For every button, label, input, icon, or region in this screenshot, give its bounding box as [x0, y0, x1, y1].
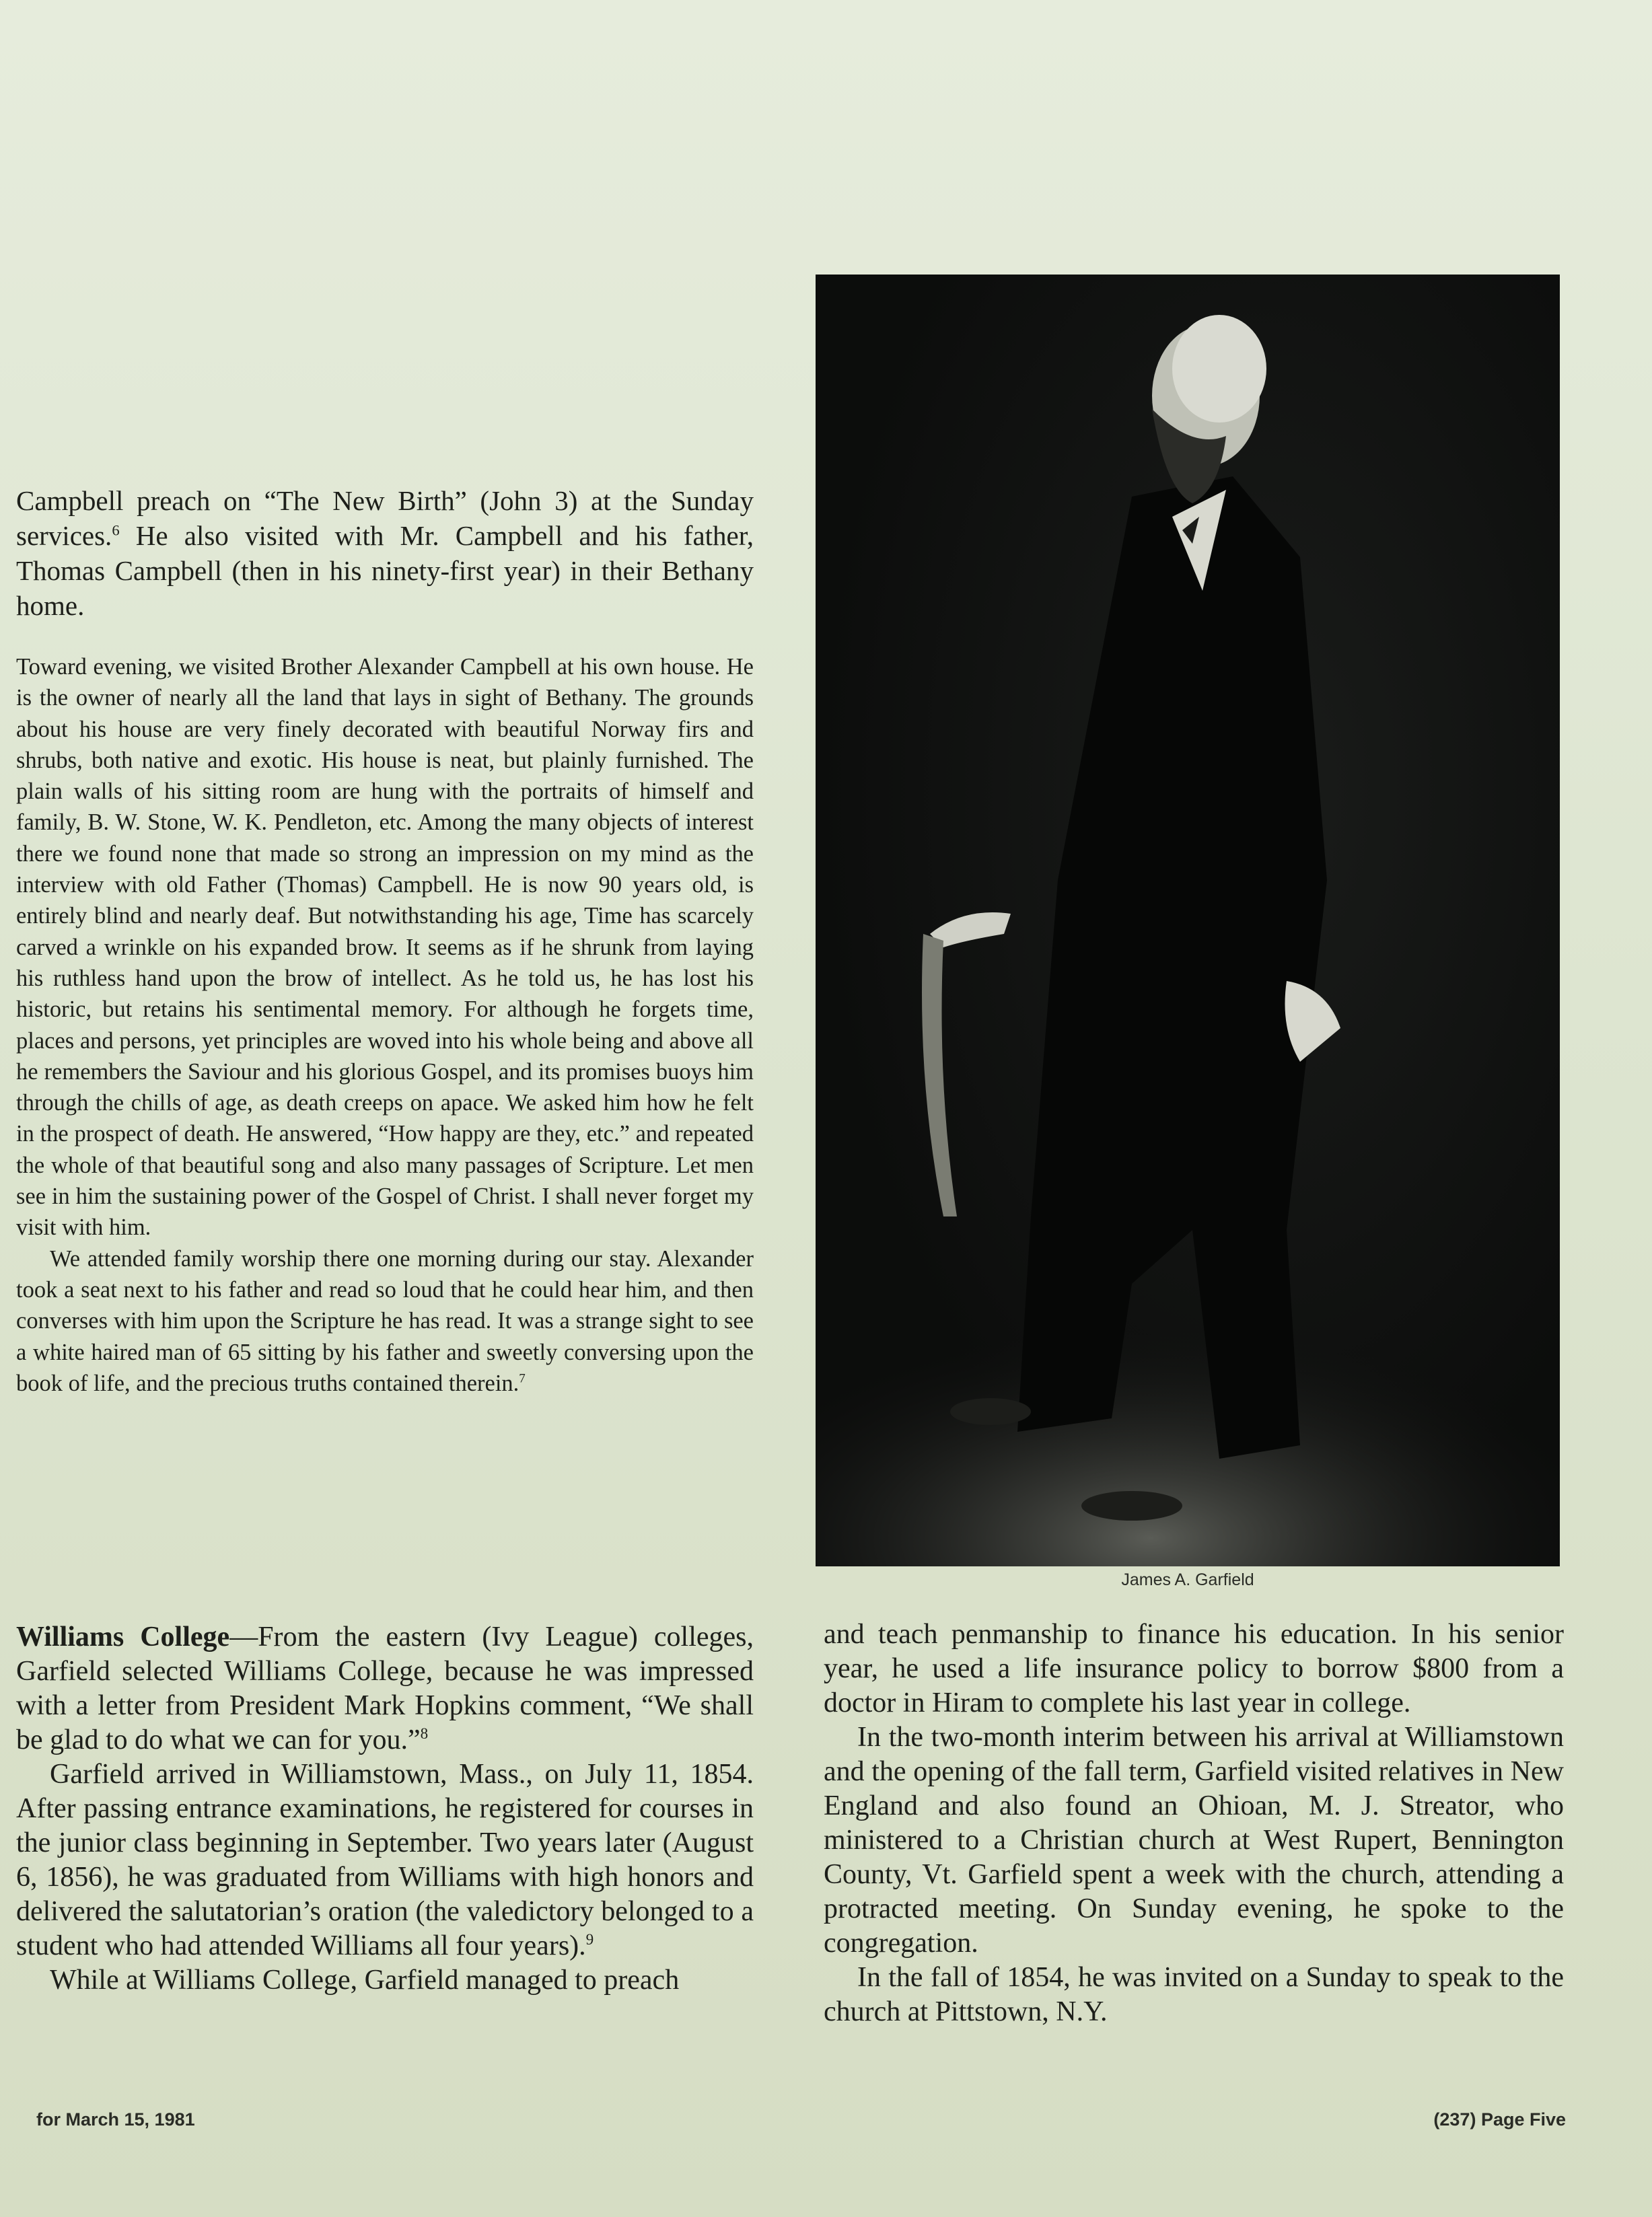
- williams-paragraph-3: While at Williams College, Garfield managed to preach: [50, 1965, 680, 1996]
- right-column: [824, 1618, 1564, 2029]
- right-paragraph-1: and teach penmanship to finance his education. In his senior year, he used a life insurance policy to borrow $800 from a doctor in Hiram to complete his last year in college.: [824, 1619, 1564, 1718]
- photo-caption: James A. Garfield: [1121, 1570, 1254, 1589]
- williams-paragraph-2: [16, 1757, 754, 1963]
- footnote-marker: 7: [519, 1371, 526, 1386]
- block-quote: [16, 651, 754, 1399]
- footer-page-number: (237) Page Five: [1433, 2109, 1566, 2130]
- right-paragraph-2: In the two-month interim between his arrival at Williamstown and the opening of the fall term, Garfield visited relatives in New England and also found an Ohioan, M. J. Streator, who ministered to a Christian church at West Rupert, Bennington County, Vt. Garfield spent a week with the church, attending a protracted meeting. On Sunday evening, he spoke to the congregation.: [824, 1722, 1564, 1959]
- quote-paragraph-2-text: We attended family worship there one morning during our stay. Alexander took a seat next to his father and read so loud that he could hear him, and then converses with him upon the Scripture he has read. It was a strange sight to see a white haired man of 65 sitting by his father and sweetly conversing upon the book of life, and the precious truths contained therein.: [16, 1245, 754, 1396]
- intro-text-rest: He also visited with Mr. Campbell and his father, Thomas Campbell (then in his ninety-first year) in their Bethany home.: [16, 520, 754, 621]
- footnote-marker: 8: [420, 1724, 429, 1742]
- williams-paragraph-1-text: —From the eastern (Ivy League) colleges, Garfield selected Williams College, because he was impressed with a letter from President Mark Hopkins comment, “We shall be glad to do what we can for you.”: [16, 1622, 754, 1755]
- footnote-marker: 6: [112, 521, 120, 539]
- section-heading: Williams College: [16, 1622, 230, 1652]
- quote-paragraph-1: Toward evening, we visited Brother Alexander Campbell at his own house. He is the owner of nearly all the land that lays in sight of Bethany. The grounds about his house are very finely decorated with beautiful Norway firs and shrubs, both native and exotic. His house is neat, but plainly furnished. The plain walls of his sitting room are hung with the portraits of himself and family, B. W. Stone, W. K. Pendleton, etc. Among the many objects of interest there we found none that made so strong an impression on my mind as the interview with old Father (Thomas) Campbell. He is now 90 years old, is entirely blind and nearly deaf. But notwithstanding his age, Time has scarcely carved a wrinkle on his expanded brow. It seems as if he shrunk from laying his ruthless hand upon the brow of intellect. As he told us, he has lost his historic, but retains his sentimental memory. For although he forgets time, places and persons, yet principles are woved into his whole being and above all he remembers the Saviour and his glorious Gospel, and its promises buoys him through the chills of age, as death creeps on apace. We asked him how he felt in the prospect of death. He answered, “How happy are they, etc.” and repeated the whole of that beautiful song and also many passages of Scripture. Let men see in him the sustaining power of the Gospel of Christ. I shall never forget my visit with him.: [16, 654, 754, 1241]
- williams-paragraph-1: [16, 1620, 754, 1757]
- quote-paragraph-2: [16, 1243, 754, 1399]
- intro-text: Campbell preach on “The New Birth” (John 3) at the Sunday services.: [16, 485, 754, 551]
- footer-date: for March 15, 1981: [36, 2109, 195, 2130]
- williams-paragraph-2-text: Garfield arrived in Williamstown, Mass., on July 11, 1854. After passing entrance examinations, he registered for courses in the junior class beginning in September. Two years later (August 6, 1856), he was graduated from Williams with high honors and delivered the salutatorian’s oration (the valedictory belonged to a student who had attended Williams all four years).: [16, 1759, 754, 1961]
- footnote-marker: 9: [585, 1930, 594, 1948]
- right-paragraph-3: In the fall of 1854, he was invited on a Sunday to speak to the church at Pittstown, N.Y.: [824, 1962, 1564, 2027]
- portrait-photo: [816, 275, 1560, 1566]
- portrait-figure: [816, 275, 1560, 1566]
- williams-college-section: [16, 1620, 754, 1998]
- intro-paragraph: [16, 483, 754, 623]
